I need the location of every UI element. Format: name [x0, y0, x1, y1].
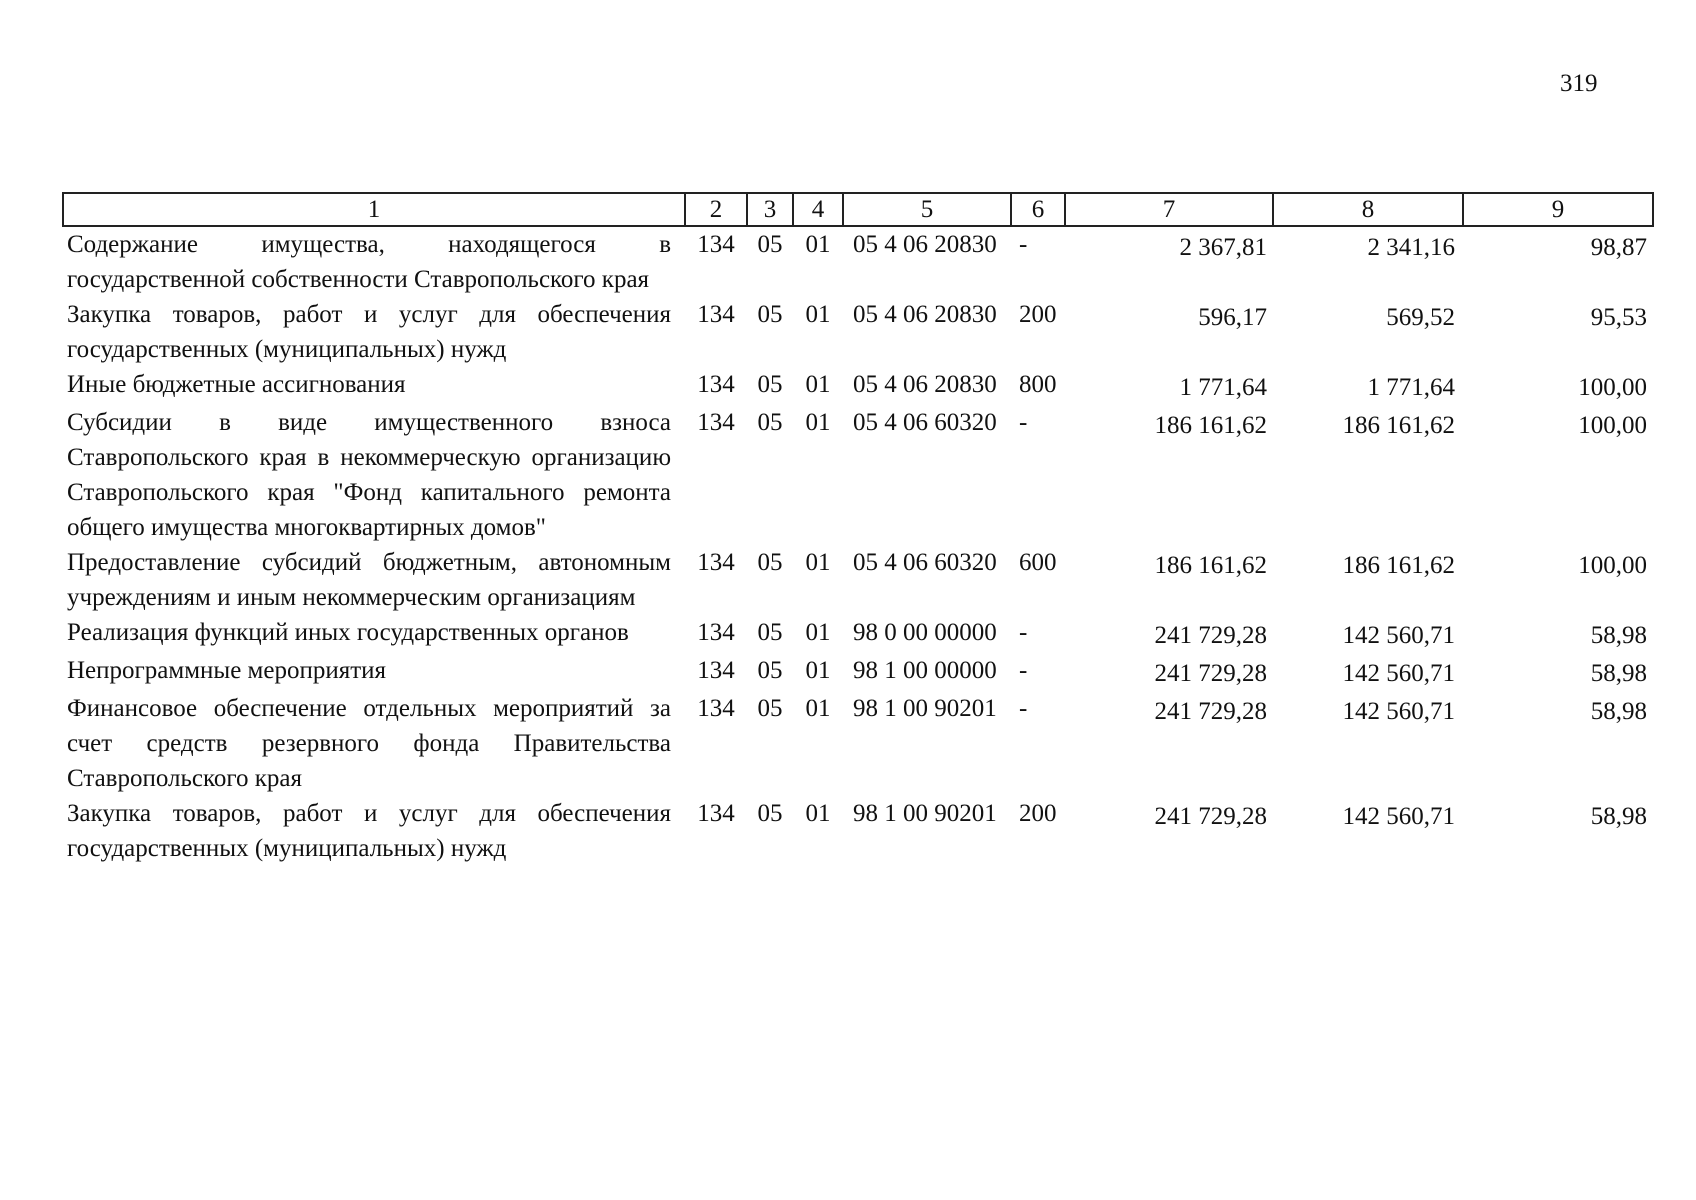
cell-col-6: -	[1019, 695, 1028, 722]
cell-col-2: 134	[697, 301, 735, 328]
cell-col-6: 600	[1019, 549, 1057, 576]
cell-col-8: 142 560,71	[1342, 622, 1455, 649]
cell-col-9: 100,00	[1578, 552, 1647, 579]
cell-col-4: 01	[805, 301, 831, 328]
cell-col-3: 05	[757, 619, 783, 646]
cell-col-9: 100,00	[1578, 412, 1647, 439]
cell-col-3: 05	[757, 549, 783, 576]
row-name: Иные бюджетные ассигнования	[67, 371, 406, 398]
cell-col-3: 05	[757, 800, 783, 827]
cell-col-2: 134	[697, 371, 735, 398]
cell-col-4: 01	[805, 371, 831, 398]
cell-col-4: 01	[805, 800, 831, 827]
cell-col-2: 134	[697, 695, 735, 722]
cell-col-7: 186 161,62	[1154, 412, 1267, 439]
budget-table	[62, 192, 1654, 866]
header-row	[63, 193, 1653, 226]
cell-col-6: 200	[1019, 301, 1057, 328]
row-name: Содержание имущества, находящегося в государственной собственности Ставропольского края	[67, 231, 671, 293]
cell-col-8: 142 560,71	[1342, 660, 1455, 687]
row-name: Реализация функций иных государственных органов	[67, 619, 629, 646]
cell-col-4: 01	[805, 409, 831, 436]
cell-col-5: 05 4 06 60320	[853, 409, 997, 436]
cell-col-7: 2 367,81	[1179, 234, 1267, 261]
cell-col-2: 134	[697, 619, 735, 646]
cell-col-9: 58,98	[1590, 698, 1647, 725]
cell-col-5: 98 1 00 90201	[853, 695, 997, 722]
cell-col-3: 05	[757, 231, 783, 258]
row-name: Закупка товаров, работ и услуг для обеспечения государственных (муниципальных) нужд	[67, 301, 671, 363]
cell-col-4: 01	[805, 231, 831, 258]
header-col-2: 2	[685, 193, 747, 226]
cell-col-8: 569,52	[1386, 304, 1455, 331]
cell-col-7: 241 729,28	[1154, 660, 1267, 687]
row-name: Закупка товаров, работ и услуг для обеспечения государственных (муниципальных) нужд	[67, 800, 671, 862]
table-row	[63, 796, 1653, 866]
cell-col-6: 800	[1019, 371, 1057, 398]
cell-col-7: 596,17	[1198, 304, 1267, 331]
cell-col-6: -	[1019, 657, 1028, 684]
cell-col-9: 98,87	[1590, 234, 1647, 261]
cell-col-6: -	[1019, 231, 1028, 258]
cell-col-9: 58,98	[1590, 660, 1647, 687]
header-col-6: 6	[1011, 193, 1065, 226]
cell-col-3: 05	[757, 371, 783, 398]
cell-col-5: 05 4 06 20830	[853, 371, 997, 398]
table-header	[63, 193, 1653, 226]
table-row	[63, 405, 1653, 545]
cell-col-5: 05 4 06 20830	[853, 231, 997, 258]
cell-col-9: 58,98	[1590, 803, 1647, 830]
cell-col-7: 241 729,28	[1154, 622, 1267, 649]
cell-col-3: 05	[757, 301, 783, 328]
header-col-3: 3	[747, 193, 793, 226]
row-name: Финансовое обеспечение отдельных мероприятий за счет средств резервного фонда Правительства Ставропольского края	[67, 695, 671, 792]
cell-col-2: 134	[697, 231, 735, 258]
cell-col-7: 241 729,28	[1154, 803, 1267, 830]
table-row	[63, 615, 1653, 653]
cell-col-9: 100,00	[1578, 374, 1647, 401]
header-col-4: 4	[793, 193, 843, 226]
table-row	[63, 367, 1653, 405]
row-name: Субсидии в виде имущественного взноса Ставропольского края в некоммерческую организацию Ставропольского края "Фонд капитального ремонта общего имущества многоквартирных домов"	[67, 409, 671, 541]
cell-col-4: 01	[805, 619, 831, 646]
table-row	[63, 691, 1653, 796]
cell-col-5: 05 4 06 60320	[853, 549, 997, 576]
cell-col-5: 05 4 06 20830	[853, 301, 997, 328]
cell-col-6: -	[1019, 619, 1028, 646]
cell-col-4: 01	[805, 695, 831, 722]
cell-col-5: 98 1 00 00000	[853, 657, 997, 684]
cell-col-6: -	[1019, 409, 1028, 436]
table-body	[63, 226, 1653, 866]
cell-col-2: 134	[697, 657, 735, 684]
table-row	[63, 226, 1653, 297]
table-row	[63, 653, 1653, 691]
header-col-8: 8	[1273, 193, 1463, 226]
cell-col-3: 05	[757, 695, 783, 722]
row-name: Предоставление субсидий бюджетным, автономным учреждениям и иным некоммерческим организациям	[67, 549, 671, 611]
cell-col-2: 134	[697, 549, 735, 576]
header-col-9: 9	[1463, 193, 1653, 226]
table-row	[63, 545, 1653, 615]
cell-col-8: 142 560,71	[1342, 698, 1455, 725]
cell-col-8: 186 161,62	[1342, 412, 1455, 439]
cell-col-2: 134	[697, 800, 735, 827]
cell-col-8: 2 341,16	[1367, 234, 1455, 261]
header-col-1: 1	[63, 193, 685, 226]
header-col-7: 7	[1065, 193, 1273, 226]
cell-col-8: 1 771,64	[1367, 374, 1455, 401]
cell-col-9: 95,53	[1590, 304, 1647, 331]
page-number: 319	[1560, 70, 1598, 97]
cell-col-4: 01	[805, 657, 831, 684]
cell-col-3: 05	[757, 657, 783, 684]
cell-col-5: 98 0 00 00000	[853, 619, 997, 646]
cell-col-7: 241 729,28	[1154, 698, 1267, 725]
cell-col-4: 01	[805, 549, 831, 576]
row-name: Непрограммные мероприятия	[67, 657, 387, 684]
header-col-5: 5	[843, 193, 1011, 226]
cell-col-7: 1 771,64	[1179, 374, 1267, 401]
cell-col-8: 186 161,62	[1342, 552, 1455, 579]
cell-col-9: 58,98	[1590, 622, 1647, 649]
cell-col-3: 05	[757, 409, 783, 436]
table-row	[63, 297, 1653, 367]
cell-col-7: 186 161,62	[1154, 552, 1267, 579]
cell-col-6: 200	[1019, 800, 1057, 827]
cell-col-2: 134	[697, 409, 735, 436]
cell-col-5: 98 1 00 90201	[853, 800, 997, 827]
cell-col-8: 142 560,71	[1342, 803, 1455, 830]
